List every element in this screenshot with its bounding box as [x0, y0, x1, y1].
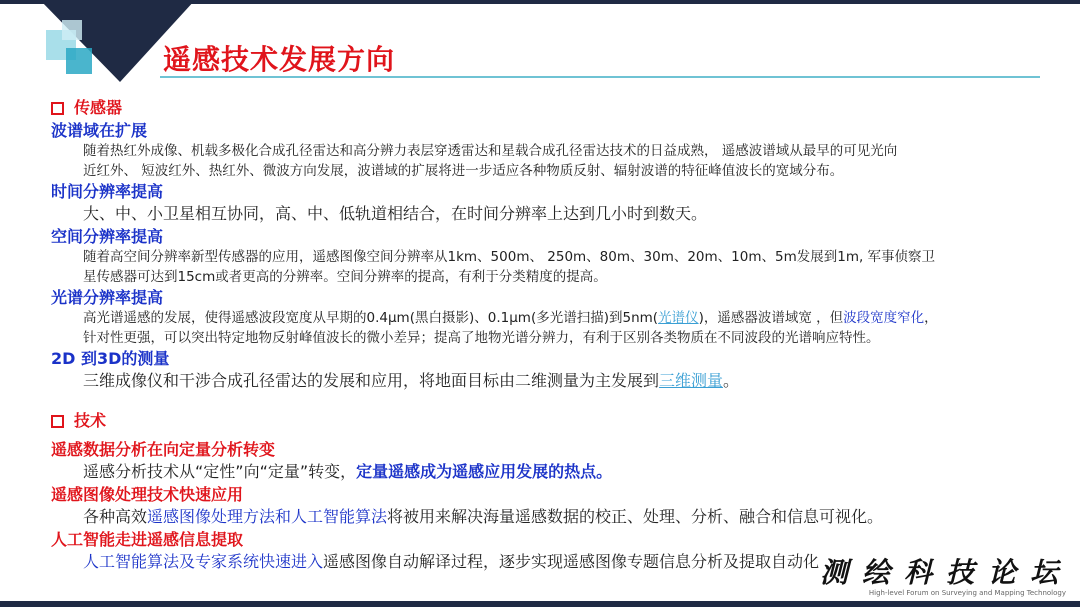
- spatial-line-1: 随着高空间分辨率新型传感器的应用，遥感图像空间分辨率从1km、500m、 250m、80m、30m、20m、10m、5m发展到1m, 军事侦察卫: [83, 249, 936, 265]
- temporal-line-1: 大、中、小卫星相互协同，高、中、低轨道相结合，在时间分辨率上达到几小时到数天。: [83, 204, 708, 223]
- imgproc-line-1: [51, 505, 1051, 529]
- spatial-line-2: 星传感器可达到15cm或者更高的分辨率。空间分辨率的提高，有利于分类精度的提高。: [83, 269, 607, 285]
- quant-text-a: 遥感分析技术从“定性”向“定量”转变，: [83, 462, 357, 481]
- imgproc-text-a: 各种高效: [83, 507, 148, 526]
- square-bullet-icon: [51, 415, 64, 428]
- square-bullet-icon: [51, 102, 64, 115]
- band-narrowing-text: 波段宽度窄化: [843, 310, 925, 326]
- quant-heading: 遥感数据分析在向定量分析转变: [51, 440, 276, 459]
- imgproc-highlight: 遥感图像处理方法和人工智能算法: [147, 507, 388, 526]
- spectrometer-link[interactable]: 光谱仪: [658, 310, 699, 326]
- temporal-heading: 时间分辨率提高: [51, 182, 164, 201]
- imgproc-heading: 遥感图像处理技术快速应用: [51, 485, 244, 504]
- quant-highlight: 定量遥感成为遥感应用发展的热点。: [356, 462, 613, 481]
- main-content: [51, 96, 1051, 574]
- watermark: [820, 551, 1072, 597]
- deco-square-teal: [66, 48, 92, 74]
- spectral-line-1: 随着热红外成像、机载多极化合成孔径雷达和高分辨力表层穿透雷达和星载合成孔径雷达技术的日益成熟， 遥感波谱域从最早的可见光向: [83, 143, 898, 159]
- threed-line-1: [51, 369, 1051, 393]
- page-title: 遥感技术发展方向: [163, 43, 396, 76]
- section-tech: [51, 409, 1051, 433]
- threed-text-b: 。: [723, 371, 740, 390]
- hyperspectral-line-2: 针对性更强，可以突出特定地物反射峰值波长的微小差异；提高了地物光谱分辨力，有利于区别各类物质在不同波段的光谱响应特性。: [83, 330, 880, 346]
- spectral-line-2: 近红外、 短波红外、热红外、微波方向发展，波谱域的扩展将进一步适应各种物质反射、辐射波谱的特征峰值波长的宽域分布。: [83, 163, 844, 179]
- three-d-measure-link[interactable]: 三维测量: [659, 371, 724, 390]
- deco-square-pale: [62, 20, 82, 40]
- quant-line-1: [51, 460, 1051, 484]
- hyperspectral-text-a: 高光谱遥感的发展，使得遥感波段宽度从早期的0.4μm(黑白摄影)、0.1μm(多光谱扫描)到5nm(: [83, 310, 659, 326]
- section-sensor-heading: 传感器: [74, 98, 123, 117]
- section-sensor: [51, 96, 1051, 120]
- ai-text-b: 遥感图像自动解译过程，逐步实现遥感图像专题信息分析及提取自动化: [323, 552, 820, 571]
- ai-heading: 人工智能走进遥感信息提取: [51, 530, 244, 549]
- section-tech-heading: 技术: [74, 411, 107, 430]
- hyperspectral-heading: 光谱分辨率提高: [51, 288, 164, 307]
- bottom-bar: [0, 601, 1080, 607]
- spectral-heading: 波谱域在扩展: [51, 121, 148, 140]
- title-divider: [160, 76, 1040, 78]
- threed-text-a: 三维成像仪和干涉合成孔径雷达的发展和应用，将地面目标由二维测量为主发展到: [83, 371, 660, 390]
- imgproc-text-b: 将被用来解决海量遥感数据的校正、处理、分析、融合和信息可视化。: [387, 507, 884, 526]
- spatial-heading: 空间分辨率提高: [51, 227, 164, 246]
- hyperspectral-text-b: )，遥感器波谱域宽 ，但: [698, 310, 844, 326]
- threed-heading: 2D 到3D的测量: [51, 349, 170, 368]
- watermark-title: 测绘科技论坛: [819, 556, 1072, 589]
- ai-highlight: 人工智能算法及专家系统快速进入: [83, 552, 324, 571]
- hyperspectral-text-c: ，: [924, 310, 938, 326]
- watermark-subtitle: High-level Forum on Surveying and Mapping Technology: [868, 589, 1066, 597]
- hyperspectral-line-1: [51, 308, 1051, 328]
